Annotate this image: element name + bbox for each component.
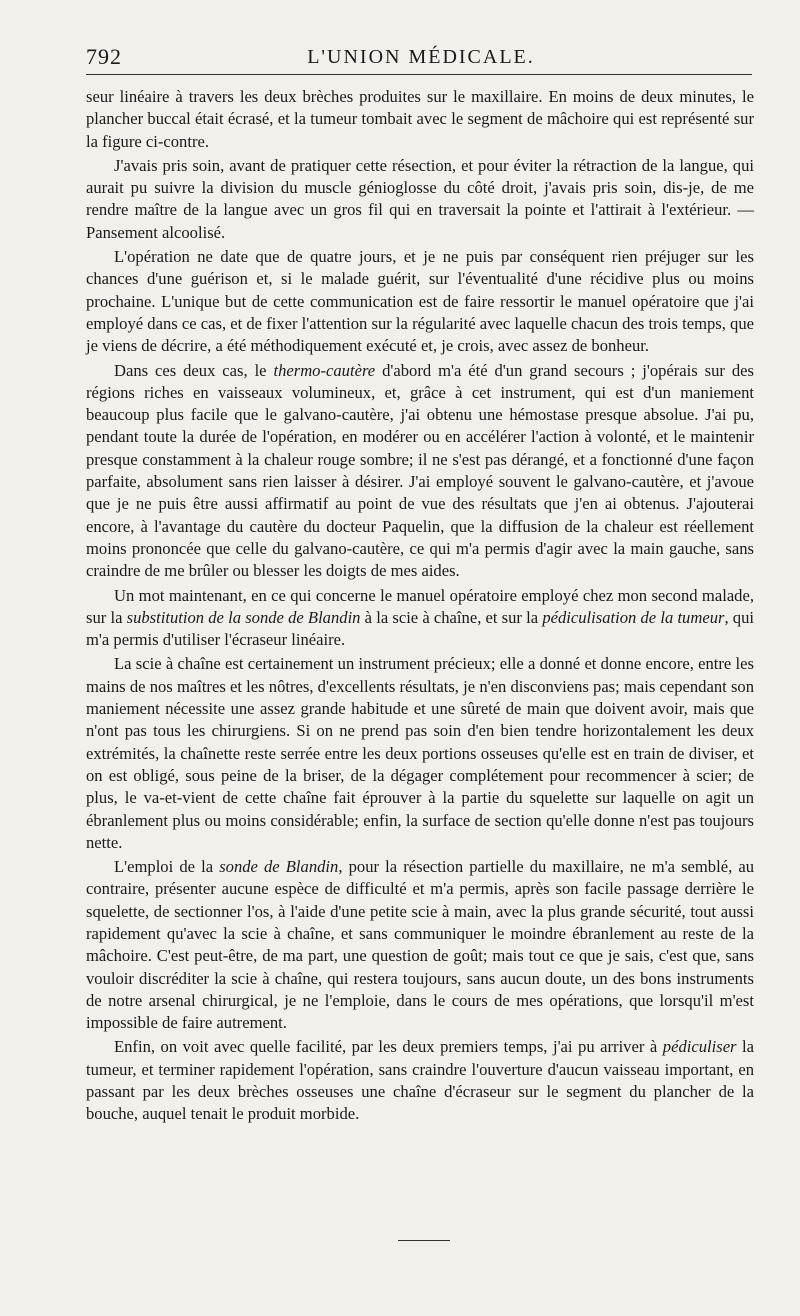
italic-term: sonde de Blandin (219, 857, 339, 877)
header-rule (86, 74, 752, 75)
paragraph-p4 (86, 360, 754, 583)
text-run: , pour la résection partielle du maxillaire, ne m'a semblé, au contraire, présenter aucune espèce de difficulté et m'a permis, après son facile passage derrière le squelette, de sectionner l'os, à l'aide d'une petite scie à main, avec la plus grande sécurité, tout aussi rapidement qu'avec la scie à chaîne, et sans communiquer le moindre ébranlement au reste de la mâchoire. C'est peut-être, de ma part, une question de goût; mais tout ce que je sais, c'est que, sans vouloir discréditer la scie à chaîne, qui restera toujours, sans aucun doute, un des bons instruments de notre arsenal chirurgical, je ne l'emploie, dans le cours de mes opérations, que lorsqu'il m'est impossible de faire autrement. (86, 857, 755, 1033)
paragraph-p3 (86, 246, 754, 357)
paragraph-p7 (86, 856, 754, 1034)
paragraph-p1 (86, 86, 754, 153)
italic-term: substitution de la sonde de Blandin (126, 607, 361, 627)
paragraph-p2 (86, 155, 754, 244)
body-text (86, 86, 754, 1126)
page-header (86, 42, 756, 76)
running-title: L'UNION MÉDICALE. (307, 46, 535, 68)
paragraph-p5 (86, 585, 754, 652)
paragraph-p6 (86, 653, 754, 854)
text-run: , qui m'a permis d'utiliser l'écraseur linéaire. (86, 607, 755, 650)
text-run: la tumeur, et terminer rapidement l'opération, sans craindre l'ouverture d'aucun vaisseau important, en passant par les deux brèches osseuses une chaîne d'écraseur sur le segment du plancher de la bouche, auquel tenait le produit morbide. (86, 1037, 755, 1124)
paragraph-p8 (86, 1036, 754, 1125)
italic-term: thermo-cautère (273, 360, 376, 380)
end-rule (398, 1240, 450, 1241)
italic-term: pédiculisation de la tumeur (542, 607, 725, 627)
page-number: 792 (86, 44, 122, 69)
text-run: L'opération ne date que de quatre jours, et je ne puis par conséquent rien préjuger sur les chances d'une guérison et, si le malade guérit, sur l'éventualité d'une récidive plus ou moins prochaine. L'unique but de cette communication est de faire ressortir le manuel opératoire que j'ai employé dans ce cas, et de fixer l'attention sur la régularité avec laquelle chacun des trois temps, que je viens de décrire, a été méthodiquement exécuté et, je crois, avec assez de bonheur. (86, 247, 754, 356)
text-run: Dans ces deux cas, le (114, 360, 274, 380)
text-run: Enfin, on voit avec quelle facilité, par les deux premiers temps, j'ai pu arriver à (114, 1037, 663, 1057)
text-run: d'abord m'a été d'un grand secours ; j'opérais sur des régions riches en vaisseaux volumineux, et, grâce à cet instrument, qui est d'un maniement beaucoup plus facile que le galvano-cautère, j'ai obtenu une hémostase presque absolue. J'ai pu, pendant toute la durée de l'opération, en modérer ou en accélérer l'action à volonté, et le maintenir presque constamment à la chaleur rouge sombre; il ne s'est pas dérangé, et a fonctionné d'une façon parfaite, absolument sans rien laisser à désirer. J'ai employé souvent le galvano-cautère, et j'avoue que je ne puis être aussi affirmatif au point de vue des résultats que j'en ai obtenus. J'ajouterai encore, à l'avantage du cautère du docteur Paquelin, que la diffusion de la chaleur est réellement moins prononcée que celle du galvano-cautère, ce qui m'a permis d'agir avec la main gauche, sans craindre de me brûler ou blesser les doigts de mes aides. (86, 360, 754, 581)
text-run: L'emploi de la (114, 857, 220, 877)
text-run: J'avais pris soin, avant de pratiquer cette résection, et pour éviter la rétraction de la langue, qui aurait pu suivre la division du muscle génioglosse du côté droit, j'avais pris soin, dis-je, de me rendre maître de la langue avec un gros fil qui en traversait la pointe et l'attirait à l'extérieur. — Pansement alcoolisé. (86, 155, 754, 242)
text-run: Un mot maintenant, en ce qui concerne le manuel opératoire employé chez mon second malade, sur la (86, 585, 754, 627)
italic-term: pédiculiser (662, 1037, 737, 1057)
text-run: à la scie à chaîne, et sur la (360, 607, 543, 627)
text-run: seur linéaire à travers les deux brèches produites sur le maxillaire. En moins de deux minutes, le plancher buccal était écrasé, et la tumeur tombait avec le segment de mâchoire qui est représenté sur la figure ci-contre. (86, 87, 754, 151)
text-run: La scie à chaîne est certainement un instrument précieux; elle a donné et donne encore, entre les mains de nos maîtres et les nôtres, d'excellents résultats, je n'en disconviens pas; mais cependant son maniement nécessite une assez grande habitude et une sûreté de main que doivent avoir, mais que n'ont pas tous les chirurgiens. Si on ne prend pas soin d'en bien tendre horizontalement les deux extrémités, la chaînette reste serrée entre les deux portions osseuses qu'elle est en train de diviser, et on est obligé, sous peine de la briser, de la dégager complétement pour recommencer à scier; de plus, le va-et-vient de cette chaîne fait éprouver à la partie du squelette sur laquelle on agit un ébranlement plus ou moins considérable; enfin, la surface de section qu'elle donne n'est pas toujours nette. (86, 654, 754, 852)
